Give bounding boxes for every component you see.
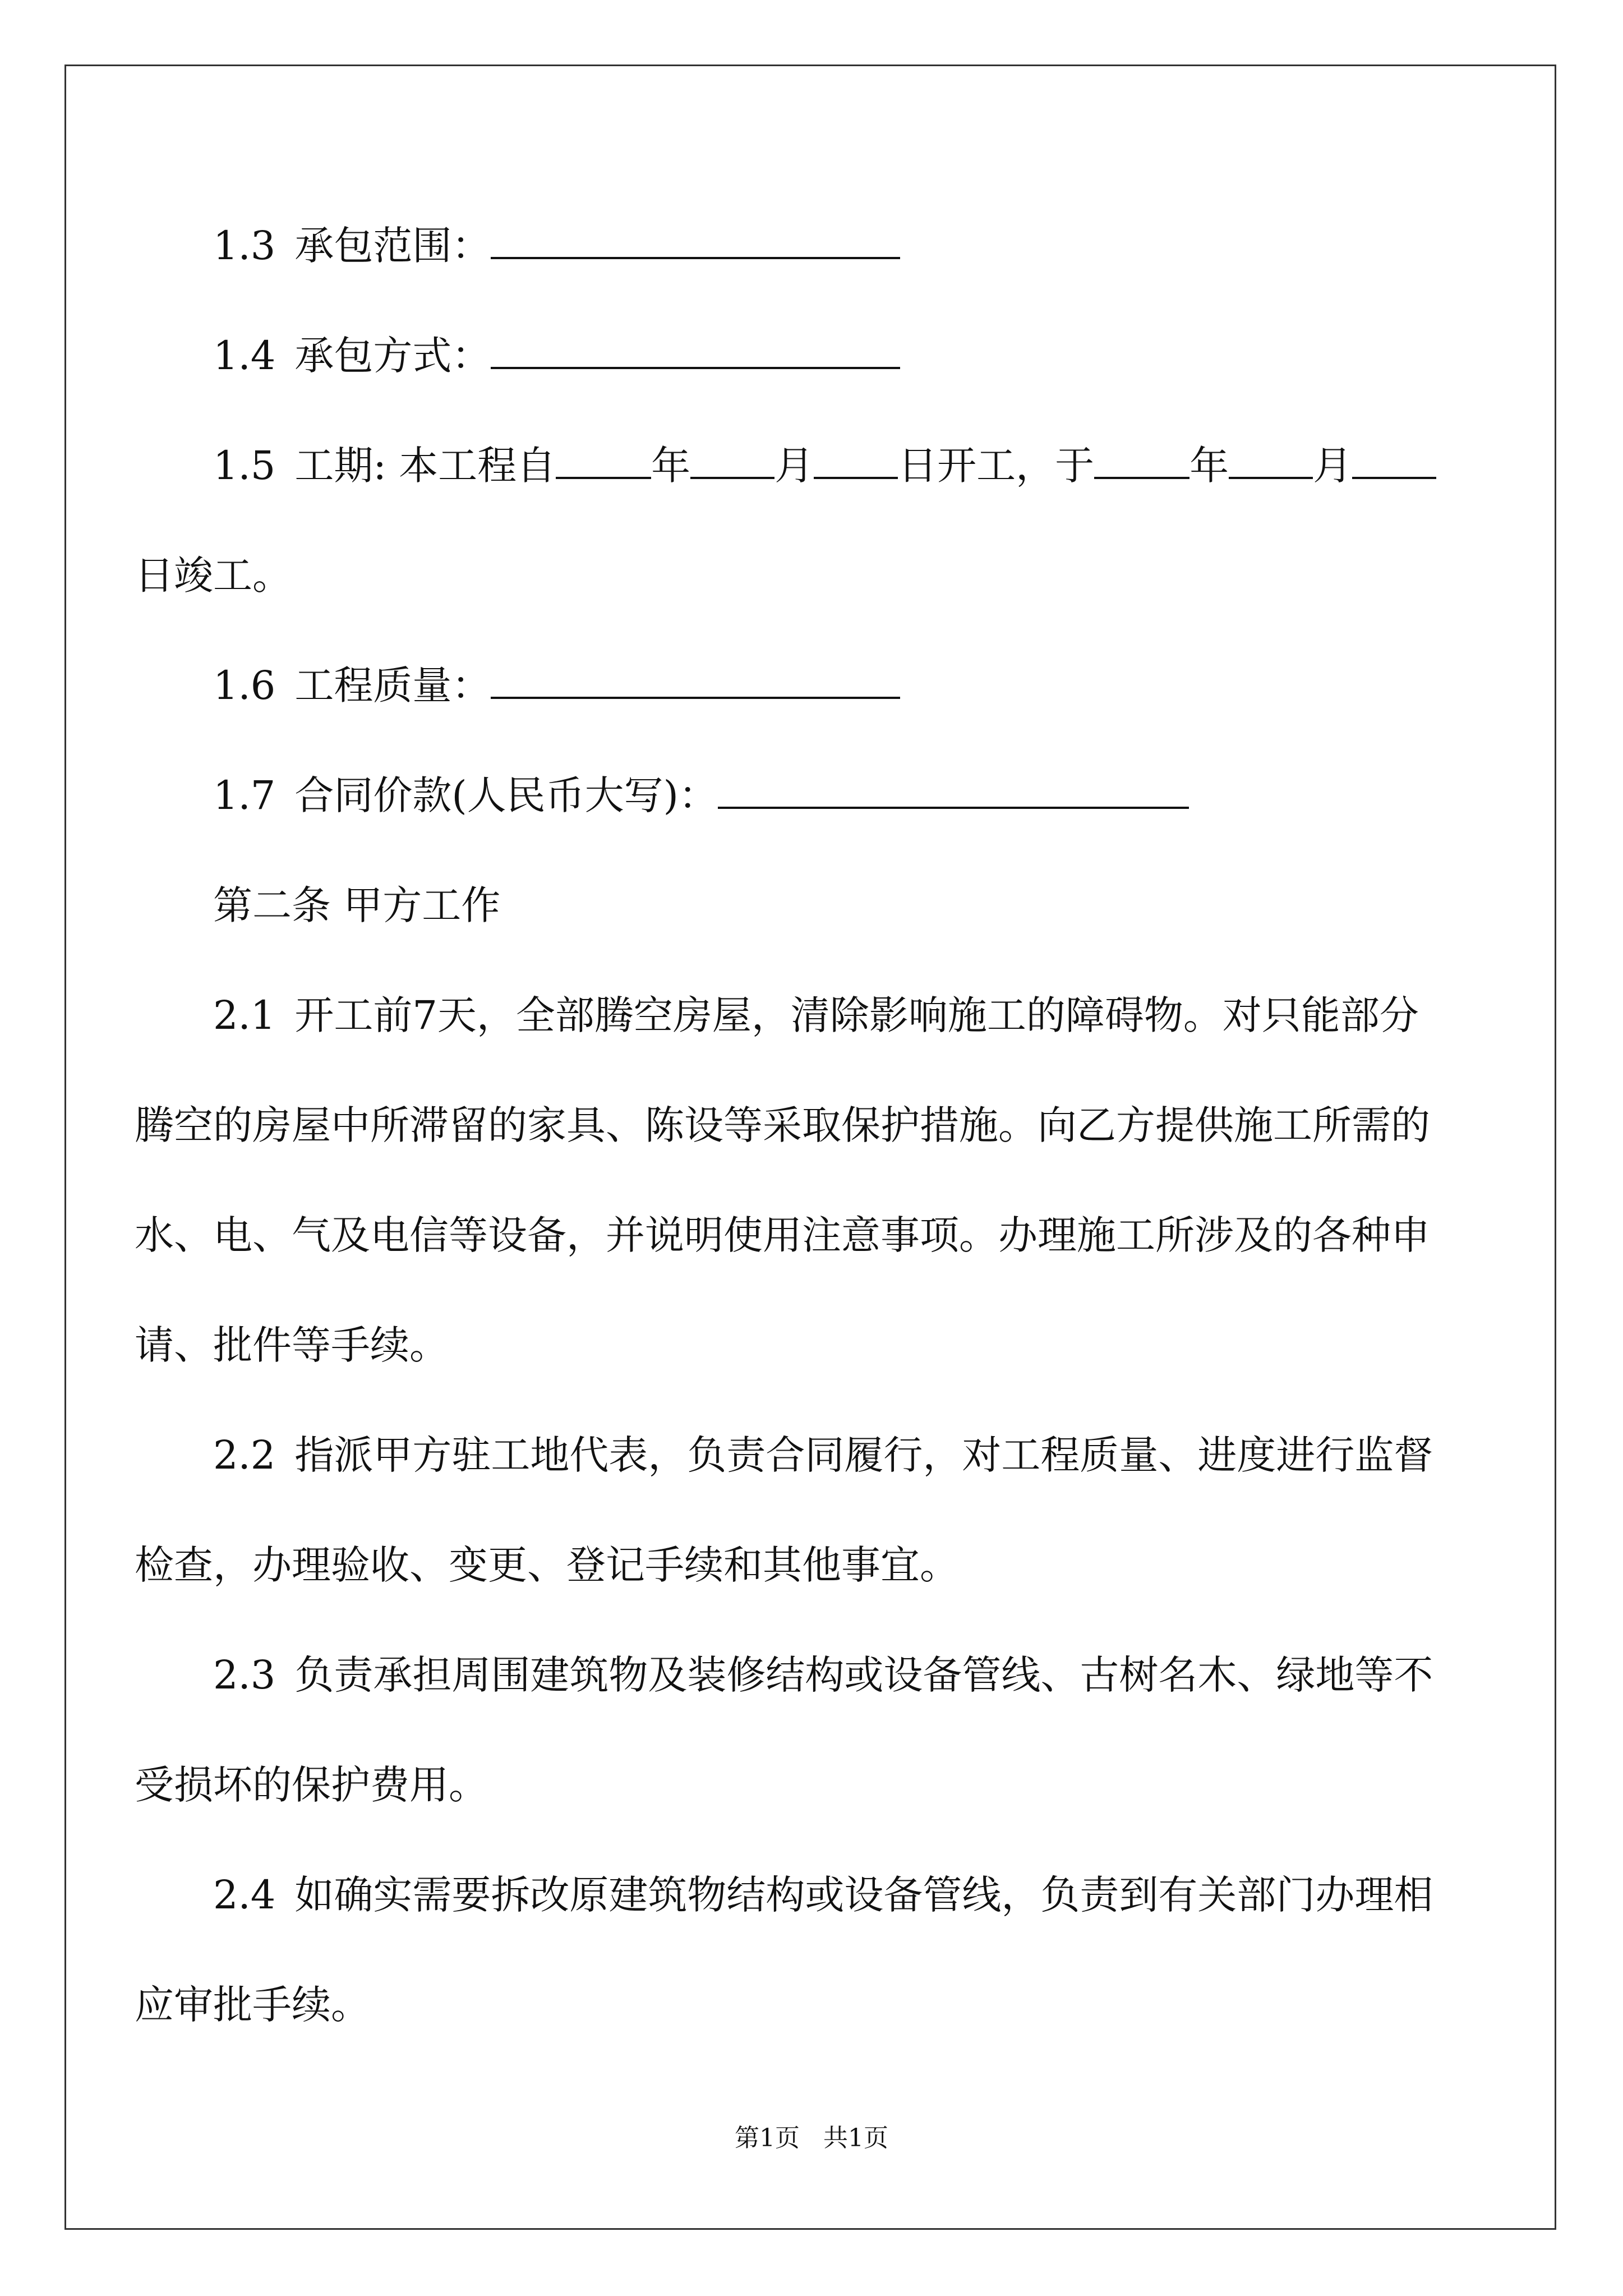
clause-text: 承包范围： bbox=[294, 223, 491, 269]
clause-label: 1.5 bbox=[213, 443, 276, 489]
article-2-title: 第二条 甲方工作 bbox=[213, 882, 501, 928]
clause-text: 工期: 本工程自 bbox=[294, 443, 556, 489]
clause-text: 指派甲方驻工地代表，负责合同履行，对工程质量、进度进行监督检查，办理验收、变更、登记手续和其他事宜。 bbox=[135, 1432, 1433, 1588]
fill-blank[interactable] bbox=[718, 774, 1189, 809]
year-label: 年 bbox=[1189, 443, 1229, 489]
start-month-blank[interactable] bbox=[690, 444, 774, 479]
clause-2-2 bbox=[135, 1400, 1441, 1620]
clause-label: 1.4 bbox=[213, 333, 276, 379]
month-label: 月 bbox=[1313, 443, 1353, 489]
clause-label: 2.3 bbox=[213, 1652, 276, 1698]
clause-text: 如确实需要拆改原建筑物结构或设备管线，负责到有关部门办理相应审批手续。 bbox=[135, 1872, 1433, 2028]
start-day-blank[interactable] bbox=[814, 444, 898, 479]
end-day-blank[interactable] bbox=[1352, 444, 1436, 479]
clause-label: 2.2 bbox=[213, 1432, 276, 1478]
clause-text: 开工前7天，全部腾空房屋，清除影响施工的障碍物。对只能部分腾空的房屋中所滞留的家具、陈设等采取保护措施。向乙方提供施工所需的水、电、气及电信等设备，并说明使用注意事项。办理施工所涉及的各种申请、批件等手续。 bbox=[135, 992, 1430, 1368]
day-label: 日开工，于 bbox=[898, 443, 1095, 489]
page-footer: 第1页 共1页 bbox=[735, 2124, 888, 2152]
clause-label: 1.6 bbox=[213, 662, 276, 708]
fill-blank[interactable] bbox=[491, 334, 900, 369]
clause-1-7 bbox=[135, 740, 1441, 850]
clause-label: 1.3 bbox=[213, 223, 276, 269]
fill-blank[interactable] bbox=[491, 664, 900, 699]
end-month-blank[interactable] bbox=[1229, 444, 1313, 479]
clause-2-4 bbox=[135, 1840, 1441, 2060]
clause-label: 2.4 bbox=[213, 1872, 276, 1918]
clause-text: 负责承担周围建筑物及装修结构或设备管线、古树名木、绿地等不受损坏的保护费用。 bbox=[135, 1652, 1433, 1808]
clause-1-3 bbox=[135, 191, 1441, 301]
clause-text: 合同价款(人民币大写)： bbox=[294, 772, 718, 818]
clause-text: 工程质量： bbox=[294, 662, 491, 708]
end-year-blank[interactable] bbox=[1094, 444, 1189, 479]
clause-text: 承包方式： bbox=[294, 333, 491, 379]
clause-label: 1.7 bbox=[213, 772, 276, 818]
document-body bbox=[135, 191, 1441, 2060]
fill-blank[interactable] bbox=[491, 224, 900, 259]
clause-1-5 bbox=[135, 411, 1441, 631]
clause-2-1 bbox=[135, 960, 1441, 1400]
end-label: 日竣工。 bbox=[135, 553, 292, 599]
clause-label: 2.1 bbox=[213, 992, 276, 1038]
start-year-blank[interactable] bbox=[556, 444, 651, 479]
clause-1-6 bbox=[135, 631, 1441, 740]
clause-2-3 bbox=[135, 1620, 1441, 1840]
clause-1-4 bbox=[135, 301, 1441, 411]
month-label: 月 bbox=[774, 443, 814, 489]
year-label: 年 bbox=[651, 443, 691, 489]
